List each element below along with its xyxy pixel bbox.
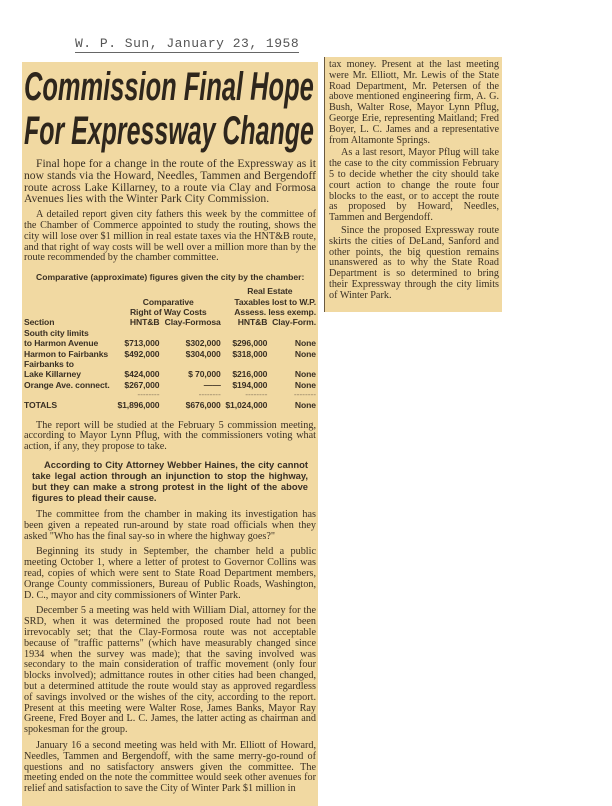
value-cell: None <box>294 379 316 390</box>
paragraph: Since the proposed Expressway route skirts the cities of DeLand, Sanford and other points, the big question remains unanswered as to why the State Road Department is so determined to bring their Expressway through the city limits of Winter Park. <box>329 224 499 301</box>
table-row <box>24 349 316 359</box>
section-cell: to Harmon Avenue <box>24 338 99 349</box>
table-row <box>24 359 316 369</box>
totals-label: TOTALS <box>24 400 57 411</box>
section-cell: Fairbanks to <box>24 359 74 370</box>
header-comparative: Comparative <box>142 296 194 307</box>
bold-paragraph: According to City Attorney Webber Haines, the city cannot take legal action through an injunction to stop the highway, but they can make a strong protest in the light of the above figures to plead their cause. <box>32 459 308 504</box>
value-cell: $424,000 <box>124 369 160 380</box>
table-row <box>24 338 316 348</box>
col-section: Section <box>24 317 55 328</box>
col-hntb: HNT&B <box>129 317 160 328</box>
section-cell: Orange Ave. connect. <box>24 379 110 390</box>
value-cell: $302,000 <box>185 338 221 349</box>
value-cell: —— <box>203 379 221 390</box>
header-assess: Assess. less exemp. <box>234 306 316 317</box>
value-cell: None <box>294 369 316 380</box>
table-row <box>24 328 316 338</box>
value-cell: $ 70,000 <box>188 369 221 380</box>
separator: -------- <box>293 389 316 400</box>
value-cell: $216,000 <box>232 369 268 380</box>
paragraph: The report will be studied at the February 5 commission meeting, according to Mayor Lynn Pflug, with the commissioners voting what action, if any, they propose to take. <box>24 419 316 453</box>
value-cell: None <box>294 338 316 349</box>
separator: -------- <box>137 389 160 400</box>
paragraph: A detailed report given city fathers this week by the committee of the Chamber of Commerce appointed to study the routing, shows the city will lose over $1 million in real estate taxes via the HNT&B route, and that right of way costs will be well over a million more than by the route recommended by the chamber committee. <box>24 209 316 264</box>
paragraph: January 16 a second meeting was held with Mr. Elliott of Howard, Needles, Tammen and Bergendoff, with the same merry-go-round of questions and no satisfactory answers given the committee. The meeting ended on the note the committee would seek other avenues for relief and satisfaction to save the City of Winter Park $1 million in <box>24 739 316 795</box>
headline-line-2: For Expressway Change <box>24 109 314 153</box>
col-tax-hntb: HNT&B <box>237 317 268 328</box>
value-cell: $713,000 <box>124 338 160 349</box>
article-clipping <box>22 62 318 806</box>
section-cell: South city limits <box>24 327 89 338</box>
paragraph: tax money. Present at the last meeting were Mr. Elliott, Mr. Lewis of the State Road Department, Mr. Petersen of the above mentioned engineering firm, A. G. Bush, Walter Rose, Mayor Lynn Pflug, George Erie, representing Maitland; Fred Boyer, L. C. James and a representative from Altamonte Springs. <box>329 59 499 146</box>
header-row-costs: Right of Way Costs <box>129 306 207 317</box>
value-cell: $296,000 <box>232 338 268 349</box>
dateline: W. P. Sun, January 23, 1958 <box>75 36 300 51</box>
col-clay-formosa: Clay-Formosa <box>164 317 221 328</box>
value-cell: $492,000 <box>124 348 160 359</box>
separator: -------- <box>245 389 268 400</box>
paragraph: As a last resort, Mayor Pflug will take the case to the city commission February 5 to decide whether the city should take court action to change the route four blocks to the east, or to accept the route as proposed by Howard, Needles, Tammen and Bergendoff. <box>329 147 499 224</box>
headline-line-1: Commission Final Hope <box>24 65 314 109</box>
total-cell: $676,000 <box>185 400 221 411</box>
paragraph: The committee from the chamber in making its investigation has been given a repeated run-around by state road officials when they asked "Who has the final say-so in where the highway goes?" <box>24 509 316 542</box>
value-cell: $267,000 <box>124 379 160 390</box>
headline-line-2-row <box>24 110 316 154</box>
totals-row <box>24 398 316 410</box>
table-row <box>24 369 316 379</box>
total-cell: $1,024,000 <box>225 400 268 411</box>
article-continuation <box>324 57 502 312</box>
value-cell: None <box>294 348 316 359</box>
header-real-estate: Real Estate <box>247 286 293 297</box>
table-row <box>24 380 316 390</box>
value-cell: $194,000 <box>232 379 268 390</box>
col-tax-clay: Clay-Form. <box>272 317 316 328</box>
headline-line-1-row <box>24 66 316 110</box>
section-cell: Harmon to Fairbanks <box>24 348 109 359</box>
total-cell: $1,896,000 <box>117 400 160 411</box>
figures-table <box>24 286 316 410</box>
table-caption: Comparative (approximate) figures given the city by the chamber: <box>36 272 305 283</box>
total-cell: None <box>294 400 316 411</box>
paragraph: December 5 a meeting was held with William Dial, attorney for the SRD, when it was determined the proposed route had not been irrevocably set; that the Clay-Formosa route was not acceptable because of "traffic patterns" (which have measurably changed since 1934 when the survey was made); that the saving involved was secondary to the main consideration of traffic movement (only four blocks involved); admittance routes in other cities had been changed, but a determined attitude the route would stay as approved regardless of savings involved or the wishes of the city, according to the report. Present at this meeting were Walter Rose, James Banks, Mayor Ray Greene, Fred Boyer and L. C. James, the latter acting as chairman and spokesman for the group. <box>24 605 316 736</box>
value-cell: $318,000 <box>232 348 268 359</box>
separator: -------- <box>198 389 221 400</box>
column-headers <box>24 317 316 327</box>
separator-row <box>24 390 316 398</box>
header-taxables: Taxables lost to W.P. <box>234 296 316 307</box>
lead-paragraph: Final hope for a change in the route of the Expressway as it now stands via the Howard, Needles, Tammen and Bergendoff route across Lake Killarney, to a route via Clay and Formosa Avenues lies with the Winter Park City Commission. <box>24 157 316 206</box>
paragraph: Beginning its study in September, the chamber held a public meeting October 1, where a letter of protest to Governor Collins was read, copies of which were sent to State Road Department members, Orange County commissioners, Bureau of Public Roads, Washington, D. C., mayor and city commissioners of Winter Park. <box>24 546 316 601</box>
section-cell: Lake Killarney <box>24 369 81 380</box>
value-cell: $304,000 <box>185 348 221 359</box>
